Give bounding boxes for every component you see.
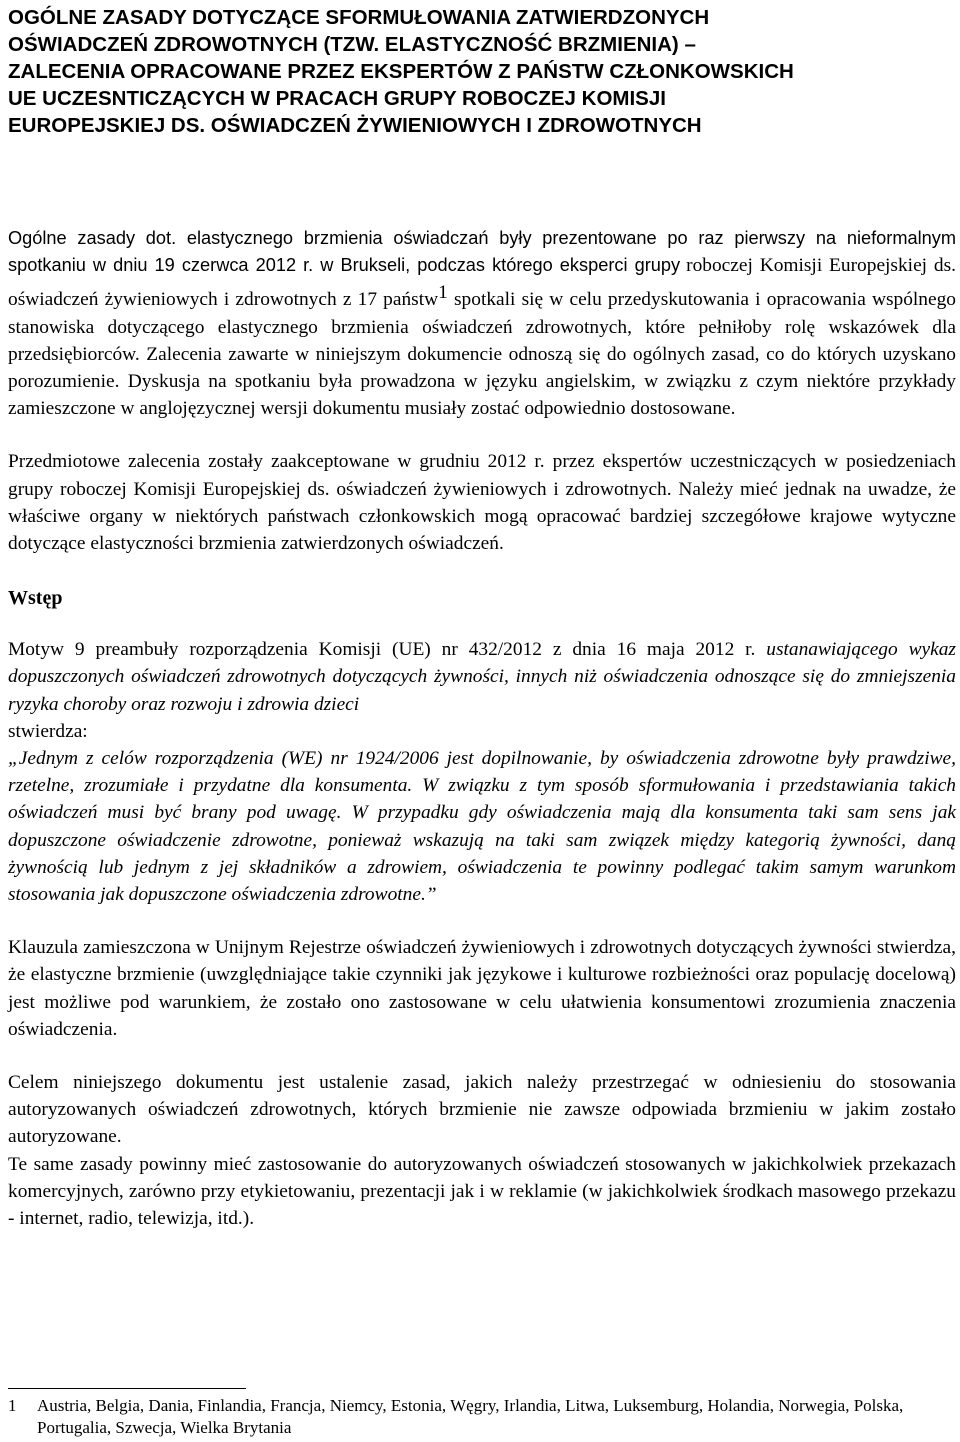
celem-paragraph: Celem niniejszego dokumentu jest ustalenie zasad, jakich należy przestrzegać w odniesieniu do stosowania autoryzowanych oświadczeń zdrowotnych, których brzmienie nie zawsze odpowiada brzmieniu w jakim zostało autoryzowane. [8, 1072, 956, 1148]
intro-sans-text: Ogólne zasady dot. elastycznego brzmienia oświadczań były prezentowane po raz pierwszy na nieformalnym spotkaniu w dniu 19 czerwca 2012 r. w Brukseli, podczas którego eksperci grupy [8, 228, 956, 276]
document-title [8, 4, 956, 139]
regulation-quote: „Jednym z celów rozporządzenia (WE) nr 1924/2006 jest dopilnowanie, by oświadczenia zdrowotne były prawdziwe, rzetelne, zrozumiałe i przydatne dla konsumenta. W związku z tym sposób sformułowania i przedstawiania takich oświadczeń musi być brany pod uwagę. W przypadku gdy oświadczenia mają dla konsumenta taki sam sens jak dopuszczone oświadczenie zdrowotne, ponieważ wskazują na taki sam związek między kategorią żywności, daną żywnością lub jednym z jej składników a zdrowiem, oświadczenia te powinny podlegać takim samym warunkom stosowania jak dopuszczone oświadczenia zdrowotne.” [8, 748, 956, 906]
document-page [8, 4, 956, 1232]
footnote-text: Austria, Belgia, Dania, Finlandia, Francja, Niemcy, Estonia, Węgry, Irlandia, Litwa, Luksemburg, Holandia, Norwegia, Polska, Portugalia, Szwecja, Wielka Brytania [37, 1396, 904, 1437]
footnote [8, 1395, 948, 1439]
title-line: UE UCZESNTICZĄCYCH W PRACACH GRUPY ROBOCZEJ KOMISJI [8, 87, 666, 110]
te-same-paragraph: Te same zasady powinny mieć zastosowanie do autoryzowanych oświadczeń stosowanych w jakichkolwiek przekazach komercyjnych, zarówno przy etykietowaniu, prezentacji jak i w reklamie (w jakichkolwiek środkach masowego przekazu - internet, radio, telewizja, itd.). [8, 1153, 956, 1230]
intro-serif-text: roboczej Komisji Europejskiej ds. oświadczeń żywieniowych i zdrowotnych z 17 państw [8, 255, 957, 311]
acceptance-paragraph: Przedmiotowe zalecenia zostały zaakceptowane w grudniu 2012 r. przez ekspertów uczestniczących w posiedzeniach grupy roboczej Komisji Europejskiej ds. oświadczeń żywieniowych i zdrowotnych. Należy mieć jednak na uwadze, że właściwe organy w niektórych państwach członkowskich mogą opracować bardziej szczegółowe krajowe wytyczne dotyczące elastyczności brzmienia zatwierdzonych oświadczeń. [8, 451, 956, 555]
motyw-paragraph [8, 636, 956, 718]
section-heading-wstep: Wstęp [8, 587, 63, 610]
footnote-separator [8, 1388, 246, 1389]
intro-serif-continuation: spotkali się w celu przedyskutowania i opracowania wspólnego stanowiska dotyczącego elastycznego brzmienia oświadczeń zdrowotnych, które pełniłoby rolę wskazówek dla przedsiębiorców. Zalecenia zawarte w niniejszym dokumencie odnoszą się do ogólnych zasad, co do których uzyskano porozumienie. Dyskusja na spotkaniu była prowadzona w języku angielskim, w związku z czym niektóre przykłady zamieszczone w anglojęzycznej wersji dokumentu musiały zostać odpowiednio dostosowane. [8, 289, 956, 420]
footnote-number: 1 [8, 1396, 17, 1415]
title-line: ZALECENIA OPRACOWANE PRZEZ EKSPERTÓW Z PAŃSTW CZŁONKOWSKICH [8, 60, 794, 83]
title-line: OŚWIADCZEŃ ZDROWOTNYCH (TZW. ELASTYCZNOŚĆ BRZMIENIA) – [8, 33, 696, 56]
motyw-text: Motyw 9 preambuły rozporządzenia Komisji (UE) nr 432/2012 z dnia 16 maja 2012 r. [8, 639, 756, 661]
motyw-italic-text: ustanawiającego wykaz dopuszczonych oświadczeń zdrowotnych dotyczących żywności, innych niż oświadczenia odnoszące się do zmniejszenia ryzyka choroby oraz rozwoju i zdrowia dzieci [8, 639, 956, 715]
title-line: OGÓLNE ZASADY DOTYCZĄCE SFORMUŁOWANIA ZATWIERDZONYCH [8, 6, 710, 29]
footnote-reference: 1 [438, 282, 448, 304]
klauzula-paragraph: Klauzula zamieszczona w Unijnym Rejestrze oświadczeń żywieniowych i zdrowotnych dotyczących żywności stwierdza, że elastyczne brzmienie (uwzględniające takie czynniki jak językowe i kulturowe rozbieżności oraz populację docelową) jest możliwe pod warunkiem, że zostało ono zastosowane w celu ułatwienia konsumentowi zrozumienia znaczenia oświadczenia. [8, 937, 956, 1040]
title-line: EUROPEJSKIEJ DS. OŚWIADCZEŃ ŻYWIENIOWYCH I ZDROWOTNYCH [8, 114, 702, 137]
intro-paragraph [8, 225, 956, 422]
stwierdza-label: stwierdza: [8, 720, 88, 742]
